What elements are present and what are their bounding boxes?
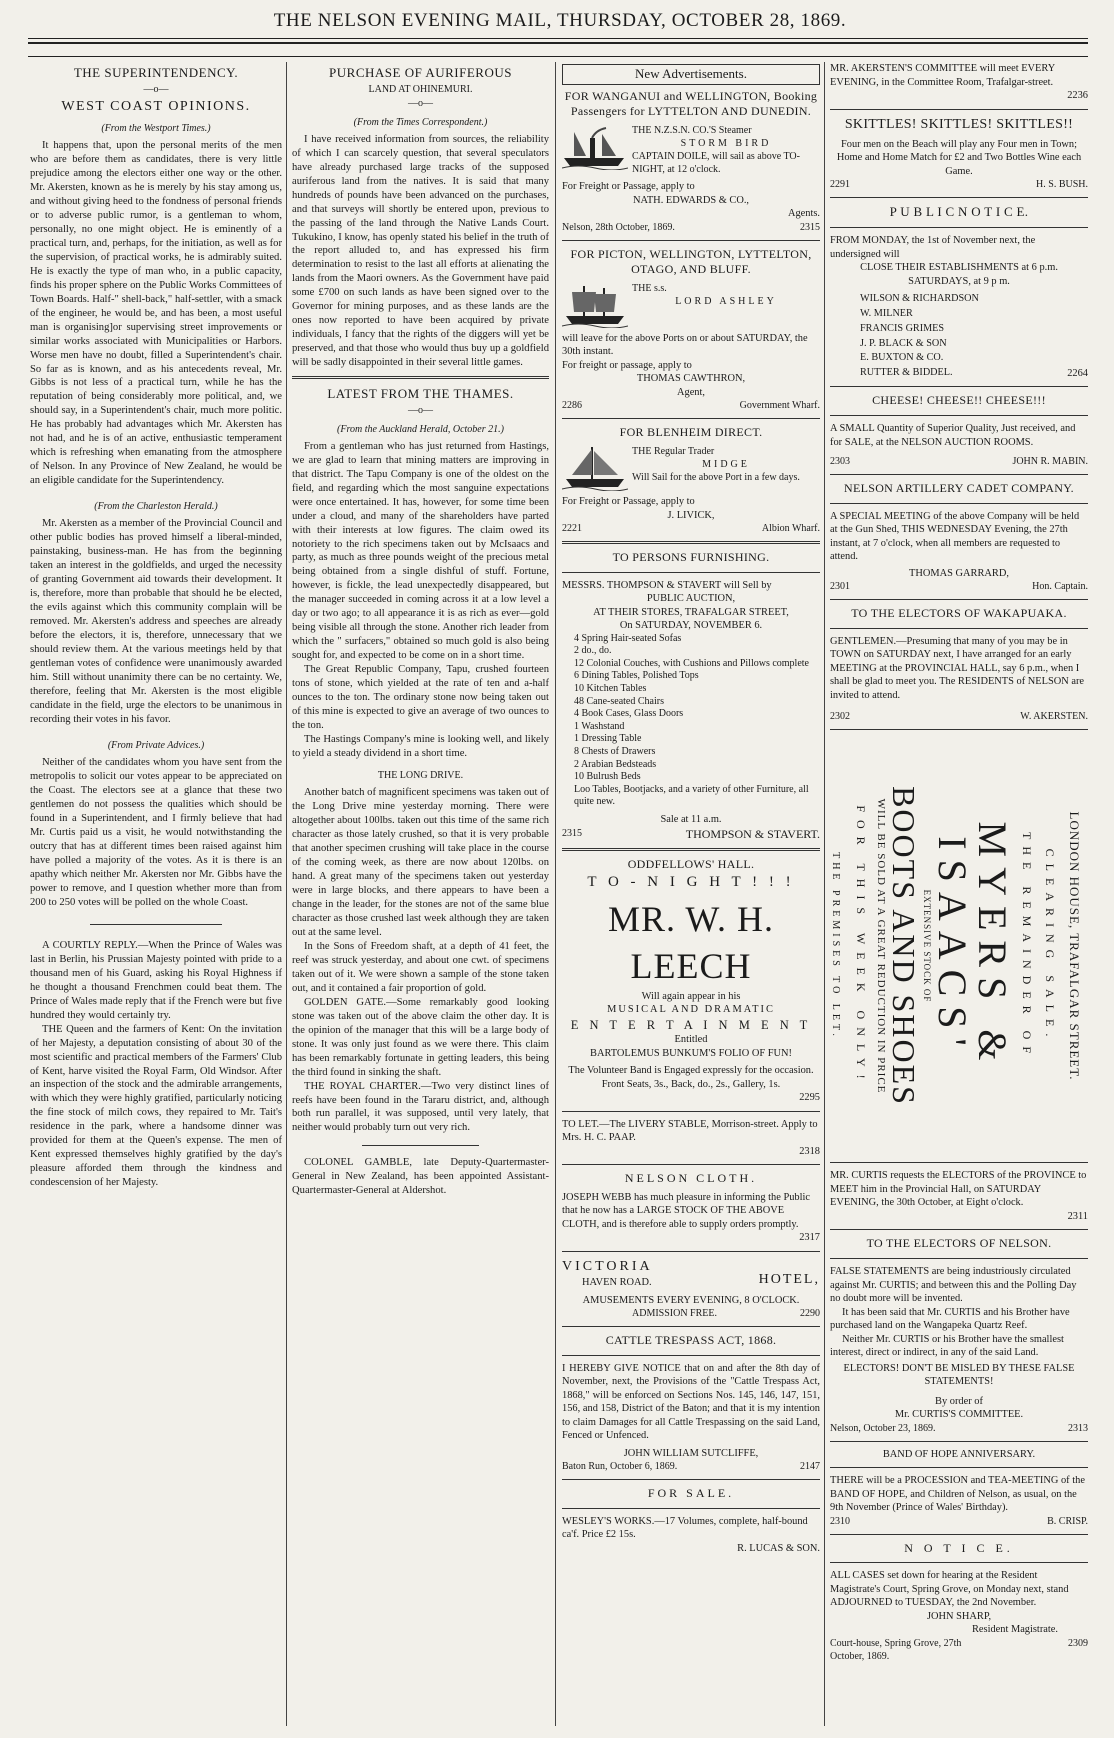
article-paragraph: The Great Republic Company, Tapu, crushed fourteen tons of stone, which yielded at the rate of ten and a-half ounces to the ton. The ordinary stone now being taken out of this mine is expected to give an average of two ounces to the ton. (292, 664, 549, 732)
ad-text: FROM MONDAY, the 1st of November next, the undersigned will (830, 235, 1036, 260)
divider (830, 1534, 1088, 1535)
ad-text: THE Regular Trader (632, 445, 715, 457)
performer-name: MR. W. H. LEECH (607, 899, 775, 986)
divider (562, 1479, 820, 1480)
list-item: 1 Washstand (574, 720, 625, 732)
ad-text: CLOSE THEIR ESTABLISHMENTS at 6 p.m. (860, 262, 1058, 274)
ship-name: STORM BIRD (680, 138, 772, 150)
hotel-ad (562, 1258, 820, 1290)
ad-number: 2286 (562, 400, 582, 412)
ornament: —o— (143, 84, 169, 96)
article-title: THE SUPERINTENDENCY. (73, 65, 239, 80)
list-item: 1 Dressing Table (574, 733, 642, 745)
divider (830, 503, 1088, 504)
ad-text: MESSRS. THOMPSON & STAVERT will Sell by (562, 579, 772, 591)
ad-signature: Mr. CURTIS'S COMMITTEE. (894, 1409, 1024, 1421)
divider (562, 1355, 820, 1356)
column-divider (286, 62, 287, 1726)
ship-name: MIDGE (702, 458, 750, 470)
divider (562, 541, 820, 544)
divider (562, 240, 820, 241)
ad-text: Will Sail for the above Port in a few days. (632, 471, 800, 483)
divider (830, 1562, 1088, 1563)
article-paragraph: THE Queen and the farmers of Kent: On the invitation of her Majesty, a deputation consisting of about 30 of the most scientific and practical members of the Farmers' Club of Kent, harve visited the Royal Farm, Old Windsor. After an inspection of the stock and the admirable arrangements, with which they were highly gratified, particularly noticing the fine stock of milch cows, they repaired to Mr. Tait's residence in the park, where a handsome dinner was provided for them at the Queen's expense. The men of Kent expressed themselves highly gratified by the day's pleasure afforded them through the kindness and condescension of her Majesty. (30, 1023, 282, 1189)
divider (830, 386, 1088, 387)
article-paragraph: Neither of the candidates whom you have sent from the metropolis to solicit our votes appear to be appreciated on the Coast. The electors see at a glance that these two gentlemen do not possess the qualities which should be found in a Superintendent, and I firmly believe that had Mr. Curtis paid us a visit, he would notwithstanding the outcry that has at different times been raised against him have polled a majority of the votes. As it is there is an apathy which neither Mr. Akersten nor Mr. Gibbs have the power to remove, and I question whether more than from 200 to 250 votes will be polled on the whole Coast. (30, 757, 282, 908)
ad-number: 2291 (830, 179, 850, 191)
list-item: E. BUXTON & CO. (860, 352, 944, 364)
list-item: 2 do., do. (574, 645, 612, 657)
list-item: Loo Tables, Bootjacks, and a variety of other Furniture, all quite new. (574, 783, 809, 808)
ad-signature: H. S. BUSH. (1036, 179, 1088, 191)
ad-text: FOR THIS WEEK ONLY! (853, 805, 868, 1088)
ad-title: FOR WANGANUI and WELLINGTON, Booking Passengers for LYTTELTON AND DUNEDIN. (564, 88, 818, 119)
ad-number: 2311 (1067, 1210, 1088, 1222)
divider (562, 1164, 820, 1165)
section-heading: New Advertisements. (562, 64, 820, 85)
ad-date: Baton Run, October 6, 1869. (562, 1461, 678, 1473)
ad-text: The Volunteer Band is Engaged expressly for the occasion. (568, 1065, 814, 1077)
ship-name: LORD ASHLEY (675, 295, 777, 307)
ad-text: WILL BE SOLD AT A GREAT REDUCTION IN PRICE (875, 799, 888, 1094)
ad-text: Neither Mr. CURTIS or his Brother have the smallest interest, direct or indirect, in any of the said Land. (830, 1333, 1064, 1359)
article-source: (From the Auckland Herald, October 21.) (337, 423, 504, 435)
ad-text: PUBLIC AUCTION, (646, 593, 736, 605)
rotated-ad-content (830, 736, 1082, 1156)
ad-title: NELSON CLOTH. (624, 1171, 758, 1186)
divider (562, 418, 820, 419)
article-source: (From the Westport Times.) (101, 122, 211, 134)
ad-date: On SATURDAY, NOVEMBER 6. (619, 620, 763, 632)
list-item: 48 Cane-seated Chairs (574, 695, 664, 707)
ad-text: CLEARING SALE. (1043, 849, 1058, 1044)
divider (830, 599, 1088, 600)
ad-number: 2301 (830, 581, 850, 593)
article-paragraph: In the Sons of Freedom shaft, at a depth of 41 feet, the reef was struck yesterday, and about one cwt. of specimens taken out of it. We were shown a sample of the stone taken out, and it contained a fair proportion of gold. (292, 940, 549, 994)
ad-text: GENTLEMEN.—Presuming that many of you may be in TOWN on SATURDAY next, I have arranged for an early MEETING at the PROVINCIAL HALL, say 6 p.m., when I shall be glad to meet you. The RESIDENTS of NELSON are invited to attend. (830, 635, 1085, 701)
divider (562, 1508, 820, 1509)
agent-role: Agents. (787, 208, 820, 220)
article-paragraph: I have received information from sources, the reliability of which I can scarcely question, that several speculators have already purchased large tracks of the supposed auriferous land from the natives. It is said that many hundreds of pounds have been advanced on the purchases, and that surveys will shortly be entered upon, previous to the passing of the land through the Native Lands Court. Tukukino, I know, has openly stated his belief in the truth of the report alluded to, and has expressed his firm determination to resist to the last all efforts at alienating the lands from the Maori owners. As the Government have paid some £700 on such lands as have been signed over to the Governor for mining purposes, and as these lands are the ones now reported to have been acquired by private individuals, I fancy that the rights of the diggers will yet be preserved, and that those who would thus buy up a goldfield will be sadly disappointed in their several little games. (292, 133, 549, 369)
ad-text: Front Seats, 3s., Back, do., 2s., Gallery, 1s. (601, 1078, 781, 1090)
ad-text: TO LET.—The LIVERY STABLE, Morrison-street. Apply to Mrs. H. C. PAAP. (562, 1118, 818, 1144)
divider (362, 1145, 479, 1146)
list-item: 4 Book Cases, Glass Doors (574, 708, 684, 720)
ad-banner: ELECTORS! DON'T BE MISLED BY THESE FALSE STATEMENTS! (843, 1362, 1075, 1388)
divider (830, 1162, 1088, 1163)
article-title: LATEST FROM THE THAMES. (327, 386, 514, 402)
article-paragraph: From a gentleman who has just returned from Hastings, we are glad to learn that mining matters are improving in that district. The Tapu Company is one of the oldest on the field, and regarding which the most sanguine expectations were once entertained. It has, however, for some time been under a cloud, and many of the shareholders have parted with their interests at low figures. The claim owed its notoriety to the rich specimens taken out by McIsaacs and party, as much as three pounds weight of the precious metal being obtained from a single dishful of stuff. Fortune, however, is fickle, the lead unexpectedly disappeared, but the manager succeeded in coming across it at a low level a day or two ago; to all appearance it is as rich as ever—gold being visible all through the stone. Another rich leader from which the " surfacers," obtained so much gold is also being sought for, and expected to be come on in a short time. (292, 440, 549, 662)
divider (830, 1467, 1088, 1468)
list-item: 12 Colonial Couches, with Cushions and Pillows complete (574, 657, 809, 669)
agent-name: THOMAS CAWTHRON, (636, 373, 746, 385)
rotated-ad (830, 736, 1088, 1156)
article-paragraph: COLONEL GAMBLE, late Deputy-Quartermaster-General in New Zealand, has been appointed Assistant-Quartermaster-General at Aldershot. (292, 1157, 549, 1197)
ad-title: N O T I C E. (904, 1540, 1014, 1555)
divider (562, 1326, 820, 1327)
ad-text: A SMALL Quantity of Superior Quality, Just received, and for SALE, at the NELSON AUCTION ROOMS. (830, 423, 1076, 448)
ad-text: SATURDAYS, at 9 p m. (908, 275, 1010, 287)
divider (90, 924, 222, 925)
ad-banner: E N T E R T A I N M E N T (570, 1017, 812, 1032)
ad-title: TO PERSONS FURNISHING. (612, 550, 770, 565)
divider (830, 415, 1088, 416)
ad-text: AMUSEMENTS EVERY EVENING, 8 O'CLOCK. (582, 1294, 800, 1306)
divider (562, 1111, 820, 1112)
article-source: (From the Charleston Herald.) (94, 501, 218, 513)
article-paragraph: THE ROYAL CHARTER.—Two very distinct lines of reefs have been found in the Tararu district, and, although both run parallel, it was supposed, until very lately, that neither would probably turn out very rich. (292, 1080, 549, 1134)
ad-text: THE PREMISES TO LET. (830, 852, 842, 1041)
ad-title: NELSON ARTILLERY CADET COMPANY. (844, 481, 1074, 496)
divider (562, 1251, 820, 1252)
list-item: WILSON & RICHARDSON (860, 293, 979, 305)
column-1 (30, 62, 282, 1724)
column-divider (555, 62, 556, 1726)
divider (830, 1258, 1088, 1259)
ad-text: THE REMAINDER OF (1019, 832, 1034, 1061)
ad-date: Nelson, October 23, 1869. (830, 1422, 936, 1434)
ad-role: Hon. Captain. (1032, 581, 1088, 593)
ad-number: 2302 (830, 711, 850, 723)
ad-signature: B. CRISP. (1047, 1515, 1088, 1527)
section-title: THE LONG DRIVE. (377, 770, 464, 781)
ad-number: 2303 (830, 456, 850, 468)
article-source: (From Private Advices.) (107, 739, 205, 751)
column-top-rule (28, 56, 1088, 57)
divider (830, 628, 1088, 629)
ad-title: FOR PICTON, WELLINGTON, LYTTELTON, OTAGO, AND BLUFF. (570, 246, 812, 277)
ad-title: P U B L I C N O T I C E. (889, 204, 1029, 220)
divider (830, 227, 1088, 228)
ad-date: Nelson, 28th October, 1869. (562, 221, 675, 233)
ad-text: ALL CASES set down for hearing at the Resident Magistrate's Court, Spring Grove, on Monday next, stand ADJOURNED to TUESDAY, the 2nd November. (830, 1570, 1069, 1609)
masthead-rule (28, 38, 1088, 39)
hotel-road: HAVEN ROAD. (582, 1277, 652, 1289)
column-4 (830, 62, 1088, 1724)
ad-title: ODDFELLOWS' HALL. (627, 857, 755, 872)
furniture-list (574, 633, 820, 809)
article-title-line2: LAND AT OHINEMURI. (368, 84, 473, 96)
agent-role: Agent, (677, 386, 705, 398)
ad-number: 2315 (800, 221, 820, 233)
column-divider (824, 62, 825, 1726)
divider (562, 848, 820, 851)
ad-title: CHEESE! CHEESE!! CHEESE!!! (872, 393, 1046, 408)
ad-text: JOSEPH WEBB has much pleasure in informing the Public that he now has a LARGE STOCK OF THE ABOVE CLOTH, and is therefore able to supply orders promptly. (562, 1191, 811, 1230)
masthead: THE NELSON EVENING MAIL, THURSDAY, OCTOBER 28, 1869. (273, 10, 847, 31)
ad-number: 2264 (1067, 367, 1088, 379)
ad-number: 2313 (1068, 1422, 1088, 1434)
ad-text: I HEREBY GIVE NOTICE that on and after the 8th day of November, next, the Provisions of the "Cattle Trespass Act, 1868," will be enforced on Sections Nos. 145, 146, 147, 151, 156, and 158, District of the Baton; and that it is my intention to claim Damages for all Cattle Trespassing on the said Land, Fenced or Unfenced. (562, 1362, 820, 1442)
ad-number: 2317 (799, 1232, 820, 1244)
sailing-ship-icon (562, 282, 628, 328)
ad-title: TO THE ELECTORS OF NELSON. (866, 1236, 1052, 1251)
ad-text: Will again appear in his (641, 990, 741, 1002)
ad-title: FOR BLENHEIM DIRECT. (619, 425, 763, 440)
ad-number: 2310 (830, 1515, 850, 1527)
ad-number: 2309 (1068, 1637, 1088, 1649)
shipping-ad (562, 124, 820, 176)
ad-number: 2290 (800, 1308, 820, 1320)
ad-text: MR. AKERSTEN'S COMMITTEE will meet EVERY EVENING, in the Committee Room, Trafalgar-street. (830, 63, 1055, 88)
ad-role: Resident Magistrate. (972, 1624, 1058, 1636)
ad-number: 2221 (562, 523, 582, 535)
ad-number: 2147 (800, 1461, 820, 1473)
article-subtitle: WEST COAST OPINIONS. (61, 99, 251, 115)
ad-title: FOR SALE. (647, 1486, 735, 1501)
ad-text: It has been said that Mr. CURTIS and his Brother have purchased land on the Wangapeka Quartz Reef. (830, 1306, 1070, 1332)
divider (830, 729, 1088, 730)
ad-signature: R. LUCAS & SON. (737, 1542, 820, 1554)
ad-text: WESLEY'S WORKS.—17 Volumes, complete, half-bound ca'f. Price £2 15s. (562, 1515, 808, 1541)
ad-text: AT THEIR STORES, TRAFALGAR STREET, (593, 606, 789, 618)
ad-title: TO THE ELECTORS OF WAKAPUAKA. (851, 606, 1067, 621)
ad-signature: THOMAS GARRARD, (909, 567, 1009, 579)
ad-text: THE N.Z.S.N. CO.'S Steamer (632, 125, 752, 137)
ad-banner: MYERS & ISAACS' (929, 821, 1015, 1071)
ad-signature: JOHN R. MABIN. (1012, 456, 1088, 468)
ad-number: 2236 (1067, 90, 1088, 102)
ad-date: Court-house, Spring Grove, 27th October, 1869. (830, 1637, 962, 1662)
hotel-name: VICTORIA (562, 1258, 653, 1274)
ad-text: THERE will be a PROCESSION and TEA-MEETING of the BAND OF HOPE, and Children of Nelson, as usual, on the 9th November (Prince of Wales' Birthday). (830, 1475, 1085, 1514)
ad-text: For freight or passage, apply to (562, 359, 692, 371)
ad-signature: JOHN WILLIAM SUTCLIFFE, (623, 1447, 759, 1459)
ad-text: For Freight or Passage, apply to (562, 495, 695, 507)
schooner-icon (562, 445, 628, 491)
ad-title: SKITTLES! SKITTLES! SKITTLES!! (844, 116, 1074, 132)
masthead-rule-double (28, 42, 1088, 44)
list-item: 10 Bulrush Beds (574, 771, 641, 783)
ad-text: BARTOLEMUS BUNKUM'S FOLIO OF FUN! (590, 1047, 792, 1059)
divider (830, 1441, 1088, 1442)
ad-banner: T O - N I G H T ! ! ! (587, 873, 795, 890)
ad-text: Sale at 11 a.m. (660, 813, 722, 825)
divider (830, 1229, 1088, 1230)
list-item: 4 Spring Hair-seated Sofas (574, 632, 682, 644)
divider (830, 109, 1088, 110)
ad-signature: JOHN SHARP, (926, 1610, 992, 1622)
ad-number: 2315 (562, 827, 582, 839)
shipping-ad (562, 282, 820, 328)
hotel-word: HOTEL, (758, 1272, 820, 1288)
ad-text: By order of (935, 1395, 983, 1407)
column-3 (562, 62, 820, 1724)
firm-name: THOMPSON & STAVERT. (685, 826, 820, 841)
steamship-icon (562, 124, 628, 170)
list-item: 10 Kitchen Tables (574, 683, 647, 695)
ad-text: ADMISSION FREE. (632, 1308, 718, 1320)
ad-text: Four men on the Beach will play any Four men in Town; Home and Home Match for £2 and Two Bottles Wine each Game. (836, 138, 1082, 177)
agent-name: NATH. EDWARDS & CO., (632, 194, 750, 206)
article-paragraph: A COURTLY REPLY.—When the Prince of Wales was last in Berlin, his Prussian Majesty pointed with pride to a thousand men of his Guard, asking his Royal Highness if he thought a thousand Frenchmen could beat them. The Prince of Wales made reply that if the French were but five hundred they would certainly try. (30, 939, 282, 1021)
ad-text: MR. CURTIS requests the ELECTORS of the PROVINCE to MEET him in the Provincial Hall, on SATURDAY EVENING, the 30th October, at Eight o'clock. (830, 1170, 1087, 1209)
article-paragraph: Another batch of magnificent specimens was taken out of the Long Drive mine yesterday morning. There were altogether about 100lbs. taken out this time of the same rich character as those lately crushed, so that it is very probable that another specimen crushing will take place in the course of the coming week, as there are now about 120lbs. on hand. A great many of the specimens taken out yesterday were in large blocks, and there appears to have been a change in the leader, for the stones are not of the same blue character as those crushed last week although they are taken out at the same level. (292, 787, 549, 938)
column-2 (292, 62, 549, 1724)
wharf: Albion Wharf. (761, 523, 820, 535)
article-title: PURCHASE OF AURIFEROUS (329, 65, 512, 80)
ad-number: 2295 (799, 1092, 820, 1104)
ad-banner: BOOTS AND SHOES (886, 786, 923, 1107)
list-item: W. MILNER (860, 308, 913, 320)
ad-text: A SPECIAL MEETING of the above Company will be held at the Gun Shed, THIS WEDNESDAY Evening, the 27th instant, at 7 o'clock, when all members are requested to attend. (830, 510, 1080, 563)
shipping-ad (562, 445, 820, 491)
list-item: 8 Chests of Drawers (574, 746, 656, 758)
ornament: —o— (408, 405, 433, 417)
list-item: 2 Arabian Bedsteads (574, 758, 657, 770)
ad-text: EXTENSIVE STOCK OF (921, 889, 932, 1003)
list-item: J. P. BLACK & SON (860, 337, 947, 349)
article-paragraph: The Hastings Company's mine is looking well, and likely to yield a steady dividend in a short time. (292, 734, 549, 760)
ad-number: 2318 (799, 1145, 820, 1157)
ad-text: THE s.s. (632, 282, 667, 294)
ornament: —o— (408, 98, 433, 110)
article-paragraph: Mr. Akersten as a member of the Provincial Council and other public bodies has proved himself a liberal-minded, painstaking, business-man. He has from the beginning taken an interest in the goldfields, and urged the necessity of granting Government aid towards their development. It is, therefore, more than probable that should he be elected, the evils against which this community complain will be removed. Mr. Akersten's address and speeches are already before the electors, it is, therefore, unnecessary that we should review them. At the various meetings held by that gentleman votes of confidence were unanimously awarded him. Still without unanimity there can be no certainty. We, therefore, feeling that Mr. Akersten is the most eligible candidate in the field, urge the electors to be unanimous in recording their votes in his favor. (30, 518, 282, 725)
ad-text: For Freight or Passage, apply to (562, 181, 695, 193)
ad-text: CAPTAIN DOILE, will sail as above TO-NIGHT, at 12 o'clock. (632, 151, 800, 176)
ad-signature: W. AKERSTEN. (1020, 711, 1088, 723)
agent-name: J. LIVICK, (667, 509, 715, 521)
article-paragraph: GOLDEN GATE.—Some remarkably good looking stone was taken out of the above claim the other day. It is the opinion of the manager that this will be a large body of stone. It was only just found as we were there. This claim has been remarkably fortunate in getting leaders, this being the third found in sinking the shaft. (292, 996, 549, 1078)
article-source: (From the Times Correspondent.) (353, 116, 488, 128)
ad-text: FALSE STATEMENTS are being industriously circulated against Mr. CURTIS; and between this and the Polling Day no doubt more will be invented. (830, 1266, 1077, 1305)
divider (292, 376, 549, 379)
list-item: FRANCIS GRIMES (860, 322, 945, 334)
divider (830, 197, 1088, 198)
ad-text: will leave for the above Ports on or about SATURDAY, the 30th instant. (562, 332, 808, 358)
divider (562, 572, 820, 573)
hotel-name-left (562, 1258, 653, 1290)
ad-title: LONDON HOUSE, TRAFALGAR STREET. (1067, 811, 1082, 1081)
wharf: Government Wharf. (739, 400, 820, 412)
article-paragraph: It happens that, upon the personal merits of the men who are before them as candidates, there is very little prejudice among the electors either one way or the other. Mr. Akersten, known as he is merely by his stay among us, and without giving heed to the fondness of personal friends or to adverse public rumor, is a gentleman to whom, personally, no one might object. He is eminently of a practical turn, and, perhaps, for the initiation, as well as for the supervision, of practical works, he is admirably suited. He is exactly the type of man who, in a public capacity, finds his proper sphere on the Public Works Committees of Town Boards. Half-" shell-back," half-settler, with a smack of the engineer, he would be, and has been, a most useful man is organising]or supervising street improvements or similar works associated with Municipalities or Harbors. Worse men have no doubt, filled a Superintendent's chair. So far as is known, and as his antecedents reveal, Mr. Gibbs is not less of a practical turn, while he has the reputation of being considerably more political, and, we should say, in a Superintendent's chair, much more politic. He has probably had advantages which Mr. Akersten has not had, and he is of an active, enthusiastic temperament which is refreshing when emanating from the atmosphere of Nelson. In any Province of New Zealand, he would be an eligible candidate for the Superintendency. (30, 140, 282, 487)
divider (830, 474, 1088, 475)
ad-title: CATTLE TRESPASS ACT, 1868. (605, 1333, 777, 1348)
ad-text: MUSICAL AND DRAMATIC (607, 1004, 775, 1016)
list-item: RUTTER & BIDDEL. (860, 367, 953, 379)
ad-title: BAND OF HOPE ANNIVERSARY. (882, 1448, 1036, 1460)
list-item: 6 Dining Tables, Polished Tops (574, 670, 699, 682)
ad-text: Entitled (674, 1034, 708, 1046)
